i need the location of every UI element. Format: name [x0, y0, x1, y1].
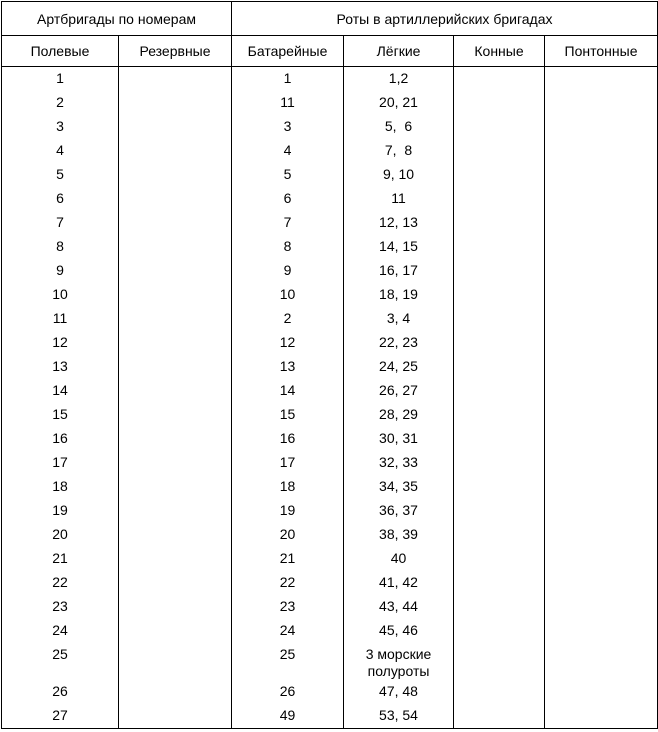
- cell-konnye: [454, 259, 545, 283]
- cell-polevye: 16: [2, 427, 119, 451]
- table-row: [2, 547, 658, 571]
- cell-polevye: 25: [2, 643, 119, 680]
- cell-rezervnye: [119, 547, 232, 571]
- artillery-brigades-table: [1, 1, 658, 729]
- cell-pontonnye: [545, 379, 658, 403]
- cell-legkie: 22, 23: [344, 331, 454, 355]
- table-row: [2, 379, 658, 403]
- cell-batareynye: 24: [232, 619, 344, 643]
- table-row: [2, 211, 658, 235]
- table-row: [2, 307, 658, 331]
- cell-konnye: [454, 307, 545, 331]
- cell-polevye: 9: [2, 259, 119, 283]
- cell-legkie: 24, 25: [344, 355, 454, 379]
- cell-rezervnye: [119, 704, 232, 729]
- cell-pontonnye: [545, 259, 658, 283]
- table-row: [2, 163, 658, 187]
- cell-batareynye: 20: [232, 523, 344, 547]
- table-row: [2, 523, 658, 547]
- table-row: [2, 139, 658, 163]
- column-header-row: [2, 36, 658, 67]
- cell-rezervnye: [119, 355, 232, 379]
- table-row: [2, 704, 658, 729]
- cell-batareynye: 18: [232, 475, 344, 499]
- table-row: [2, 499, 658, 523]
- cell-pontonnye: [545, 235, 658, 259]
- cell-rezervnye: [119, 403, 232, 427]
- cell-legkie: 30, 31: [344, 427, 454, 451]
- cell-batareynye: 8: [232, 235, 344, 259]
- cell-rezervnye: [119, 211, 232, 235]
- cell-pontonnye: [545, 211, 658, 235]
- cell-batareynye: 3: [232, 115, 344, 139]
- cell-legkie: 11: [344, 187, 454, 211]
- cell-batareynye: 21: [232, 547, 344, 571]
- table-body: [2, 67, 658, 729]
- cell-polevye: 21: [2, 547, 119, 571]
- cell-pontonnye: [545, 523, 658, 547]
- cell-rezervnye: [119, 523, 232, 547]
- cell-konnye: [454, 115, 545, 139]
- cell-batareynye: 49: [232, 704, 344, 729]
- column-header-konnye: Конные: [454, 36, 545, 67]
- cell-polevye: 11: [2, 307, 119, 331]
- cell-konnye: [454, 595, 545, 619]
- cell-batareynye: 19: [232, 499, 344, 523]
- cell-rezervnye: [119, 595, 232, 619]
- cell-batareynye: 26: [232, 680, 344, 704]
- cell-konnye: [454, 523, 545, 547]
- cell-legkie: 40: [344, 547, 454, 571]
- cell-legkie: 3 морские полуроты: [344, 643, 454, 680]
- cell-pontonnye: [545, 283, 658, 307]
- cell-legkie: 18, 19: [344, 283, 454, 307]
- cell-legkie: 26, 27: [344, 379, 454, 403]
- cell-konnye: [454, 67, 545, 92]
- cell-rezervnye: [119, 427, 232, 451]
- cell-pontonnye: [545, 619, 658, 643]
- cell-konnye: [454, 235, 545, 259]
- cell-konnye: [454, 331, 545, 355]
- cell-batareynye: 25: [232, 643, 344, 680]
- column-header-polevye: Полевые: [2, 36, 119, 67]
- cell-pontonnye: [545, 595, 658, 619]
- cell-legkie: 38, 39: [344, 523, 454, 547]
- cell-polevye: 2: [2, 91, 119, 115]
- cell-rezervnye: [119, 259, 232, 283]
- cell-rezervnye: [119, 67, 232, 92]
- cell-batareynye: 23: [232, 595, 344, 619]
- cell-polevye: 7: [2, 211, 119, 235]
- column-header-legkie: Лёгкие: [344, 36, 454, 67]
- cell-batareynye: 7: [232, 211, 344, 235]
- table-header: [2, 2, 658, 67]
- cell-pontonnye: [545, 187, 658, 211]
- cell-batareynye: 13: [232, 355, 344, 379]
- cell-legkie: 12, 13: [344, 211, 454, 235]
- cell-legkie: 3, 4: [344, 307, 454, 331]
- cell-pontonnye: [545, 163, 658, 187]
- cell-rezervnye: [119, 307, 232, 331]
- cell-legkie: 41, 42: [344, 571, 454, 595]
- cell-legkie: 53, 54: [344, 704, 454, 729]
- cell-polevye: 24: [2, 619, 119, 643]
- cell-konnye: [454, 139, 545, 163]
- cell-pontonnye: [545, 139, 658, 163]
- cell-polevye: 12: [2, 331, 119, 355]
- cell-polevye: 20: [2, 523, 119, 547]
- cell-batareynye: 2: [232, 307, 344, 331]
- cell-legkie: 9, 10: [344, 163, 454, 187]
- cell-konnye: [454, 187, 545, 211]
- cell-batareynye: 4: [232, 139, 344, 163]
- cell-polevye: 27: [2, 704, 119, 729]
- cell-polevye: 6: [2, 187, 119, 211]
- cell-rezervnye: [119, 235, 232, 259]
- cell-pontonnye: [545, 475, 658, 499]
- cell-konnye: [454, 403, 545, 427]
- cell-batareynye: 6: [232, 187, 344, 211]
- cell-polevye: 26: [2, 680, 119, 704]
- table-row: [2, 235, 658, 259]
- cell-legkie: 36, 37: [344, 499, 454, 523]
- cell-polevye: 5: [2, 163, 119, 187]
- cell-polevye: 18: [2, 475, 119, 499]
- cell-rezervnye: [119, 475, 232, 499]
- cell-batareynye: 15: [232, 403, 344, 427]
- cell-rezervnye: [119, 451, 232, 475]
- cell-pontonnye: [545, 571, 658, 595]
- cell-legkie: 1,2: [344, 67, 454, 92]
- table-row: [2, 355, 658, 379]
- cell-polevye: 4: [2, 139, 119, 163]
- cell-rezervnye: [119, 163, 232, 187]
- cell-batareynye: 9: [232, 259, 344, 283]
- cell-konnye: [454, 680, 545, 704]
- cell-polevye: 14: [2, 379, 119, 403]
- cell-konnye: [454, 643, 545, 680]
- cell-konnye: [454, 163, 545, 187]
- cell-konnye: [454, 355, 545, 379]
- cell-konnye: [454, 91, 545, 115]
- cell-polevye: 17: [2, 451, 119, 475]
- cell-konnye: [454, 451, 545, 475]
- column-header-rezervnye: Резервные: [119, 36, 232, 67]
- cell-batareynye: 12: [232, 331, 344, 355]
- table-row: [2, 427, 658, 451]
- cell-legkie: 28, 29: [344, 403, 454, 427]
- cell-batareynye: 16: [232, 427, 344, 451]
- cell-pontonnye: [545, 355, 658, 379]
- cell-pontonnye: [545, 643, 658, 680]
- cell-polevye: 10: [2, 283, 119, 307]
- cell-batareynye: 5: [232, 163, 344, 187]
- cell-pontonnye: [545, 331, 658, 355]
- cell-polevye: 19: [2, 499, 119, 523]
- cell-batareynye: 1: [232, 67, 344, 92]
- cell-polevye: 15: [2, 403, 119, 427]
- cell-pontonnye: [545, 427, 658, 451]
- cell-konnye: [454, 427, 545, 451]
- group-header-companies: Роты в артиллерийских бригадах: [232, 2, 658, 36]
- cell-pontonnye: [545, 704, 658, 729]
- group-header-brigades: Артбригады по номерам: [2, 2, 232, 36]
- table-row: [2, 115, 658, 139]
- cell-rezervnye: [119, 499, 232, 523]
- cell-polevye: 1: [2, 67, 119, 92]
- cell-rezervnye: [119, 571, 232, 595]
- cell-pontonnye: [545, 91, 658, 115]
- cell-batareynye: 14: [232, 379, 344, 403]
- cell-konnye: [454, 571, 545, 595]
- cell-polevye: 23: [2, 595, 119, 619]
- cell-pontonnye: [545, 115, 658, 139]
- cell-konnye: [454, 499, 545, 523]
- cell-rezervnye: [119, 139, 232, 163]
- table-row: [2, 91, 658, 115]
- table-row: [2, 403, 658, 427]
- cell-pontonnye: [545, 403, 658, 427]
- cell-konnye: [454, 211, 545, 235]
- table-row: [2, 331, 658, 355]
- cell-batareynye: 11: [232, 91, 344, 115]
- cell-legkie: 34, 35: [344, 475, 454, 499]
- cell-rezervnye: [119, 115, 232, 139]
- cell-rezervnye: [119, 91, 232, 115]
- cell-konnye: [454, 619, 545, 643]
- table-row: [2, 451, 658, 475]
- cell-legkie: 32, 33: [344, 451, 454, 475]
- cell-pontonnye: [545, 499, 658, 523]
- cell-konnye: [454, 283, 545, 307]
- cell-legkie: 43, 44: [344, 595, 454, 619]
- cell-batareynye: 22: [232, 571, 344, 595]
- cell-polevye: 3: [2, 115, 119, 139]
- table-row: [2, 680, 658, 704]
- cell-polevye: 22: [2, 571, 119, 595]
- cell-batareynye: 17: [232, 451, 344, 475]
- cell-polevye: 8: [2, 235, 119, 259]
- cell-legkie: 47, 48: [344, 680, 454, 704]
- cell-pontonnye: [545, 547, 658, 571]
- cell-rezervnye: [119, 619, 232, 643]
- table-row: [2, 67, 658, 92]
- cell-rezervnye: [119, 680, 232, 704]
- cell-rezervnye: [119, 187, 232, 211]
- cell-konnye: [454, 547, 545, 571]
- cell-konnye: [454, 475, 545, 499]
- cell-pontonnye: [545, 451, 658, 475]
- cell-konnye: [454, 704, 545, 729]
- cell-pontonnye: [545, 307, 658, 331]
- cell-rezervnye: [119, 331, 232, 355]
- cell-legkie: 16, 17: [344, 259, 454, 283]
- cell-rezervnye: [119, 283, 232, 307]
- column-header-batareynye: Батарейные: [232, 36, 344, 67]
- column-header-pontonnye: Понтонные: [545, 36, 658, 67]
- table-row: [2, 643, 658, 680]
- cell-legkie: 7, 8: [344, 139, 454, 163]
- table-row: [2, 571, 658, 595]
- table-row: [2, 475, 658, 499]
- cell-rezervnye: [119, 379, 232, 403]
- cell-pontonnye: [545, 67, 658, 92]
- group-header-row: [2, 2, 658, 36]
- table-row: [2, 619, 658, 643]
- cell-legkie: 5, 6: [344, 115, 454, 139]
- table-row: [2, 283, 658, 307]
- cell-pontonnye: [545, 680, 658, 704]
- cell-legkie: 20, 21: [344, 91, 454, 115]
- cell-konnye: [454, 379, 545, 403]
- table-row: [2, 187, 658, 211]
- cell-legkie: 14, 15: [344, 235, 454, 259]
- cell-rezervnye: [119, 643, 232, 680]
- cell-polevye: 13: [2, 355, 119, 379]
- table-row: [2, 595, 658, 619]
- cell-legkie: 45, 46: [344, 619, 454, 643]
- table-row: [2, 259, 658, 283]
- cell-batareynye: 10: [232, 283, 344, 307]
